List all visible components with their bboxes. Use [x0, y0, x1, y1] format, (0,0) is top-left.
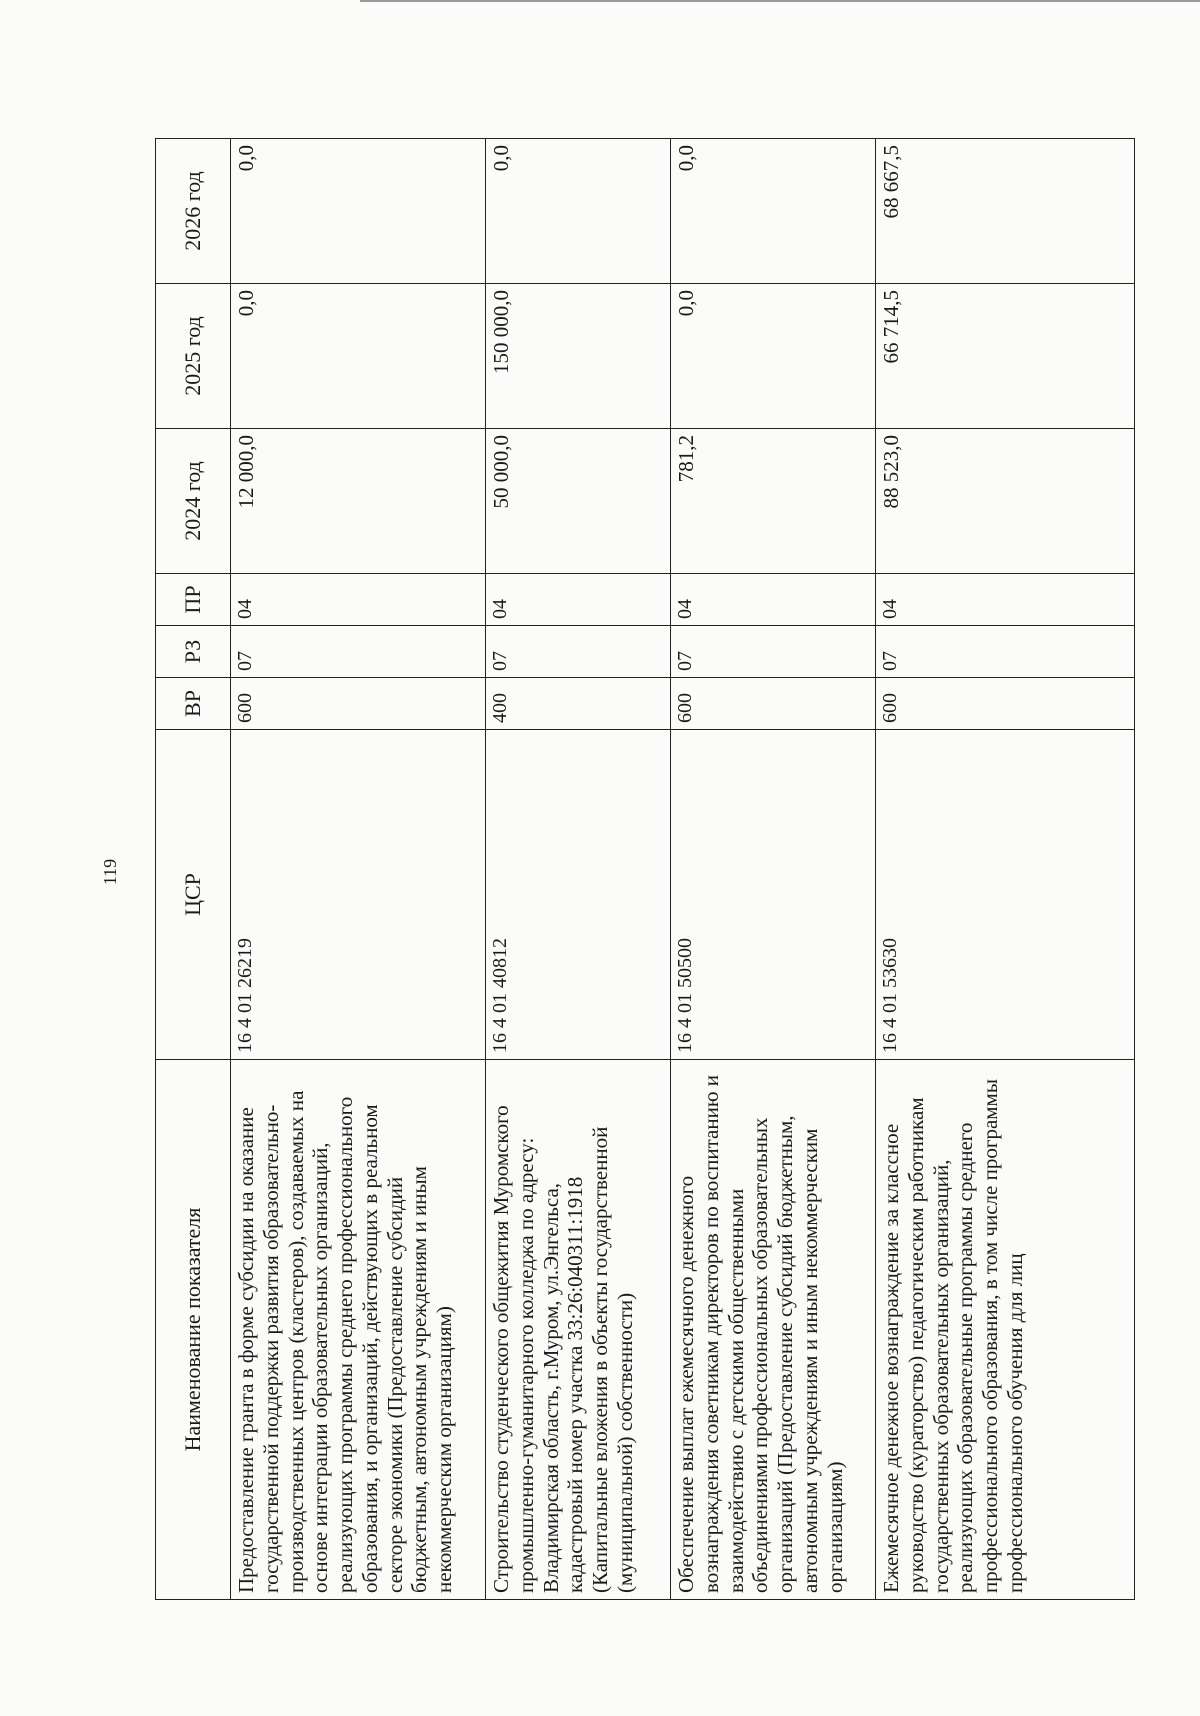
row-pr: 04	[671, 574, 876, 626]
row-rz: 07	[671, 626, 876, 678]
table-row	[231, 139, 486, 1600]
row-2024: 88 523,0	[876, 429, 1135, 574]
row-vr: 400	[486, 678, 671, 730]
row-name: Обеспечение выплат ежемесячного денежного вознаграждения советникам директоров по воспитанию и взаимодействию с детскими общественными объединениями профессиональных образовательных организаций (Предоставление субсидий бюджетным, автономным учреждениям и иным некоммерческим организациям)	[671, 1060, 876, 1600]
header-csr: ЦСР	[156, 730, 231, 1060]
header-2025: 2025 год	[156, 284, 231, 429]
header-2024: 2024 год	[156, 429, 231, 574]
header-2026: 2026 год	[156, 139, 231, 284]
rotated-table-container	[155, 140, 1135, 1600]
row-name: Ежемесячное денежное вознаграждение за классное руководство (кураторство) педагогическим работникам государственных образовательных организаций, реализующих образовательные программы среднего профессионального образования, в том числе программы профессионального обучения для лиц	[876, 1060, 1135, 1600]
row-csr: 16 4 01 26219	[231, 730, 486, 1060]
table-row	[876, 139, 1135, 1600]
budget-table	[155, 138, 1135, 1600]
row-2024: 781,2	[671, 429, 876, 574]
row-rz: 07	[876, 626, 1135, 678]
row-2025: 0,0	[671, 284, 876, 429]
row-rz: 07	[486, 626, 671, 678]
row-rz: 07	[231, 626, 486, 678]
page-number: 119	[100, 858, 120, 886]
row-2024: 50 000,0	[486, 429, 671, 574]
row-2025: 150 000,0	[486, 284, 671, 429]
row-vr: 600	[671, 678, 876, 730]
row-csr: 16 4 01 50500	[671, 730, 876, 1060]
row-pr: 04	[486, 574, 671, 626]
row-name: Предоставление гранта в форме субсидии на оказание государственной поддержки развития образовательно-производственных центров (кластеров), создаваемых на основе интеграции образовательных организаций, реализующих программы среднего профессионального образования, и организаций, действующих в реальном секторе экономики (Предоставление субсидий бюджетным, автономным учреждениям и иным некоммерческим организациям)	[231, 1060, 486, 1600]
row-vr: 600	[876, 678, 1135, 730]
header-vr: ВР	[156, 678, 231, 730]
row-2026: 0,0	[231, 139, 486, 284]
row-pr: 04	[231, 574, 486, 626]
row-csr: 16 4 01 40812	[486, 730, 671, 1060]
header-pr: ПР	[156, 574, 231, 626]
row-2025: 0,0	[231, 284, 486, 429]
table-header-row	[156, 139, 231, 1600]
header-rz: РЗ	[156, 626, 231, 678]
row-2026: 0,0	[671, 139, 876, 284]
row-csr: 16 4 01 53630	[876, 730, 1135, 1060]
table-row	[671, 139, 876, 1600]
row-pr: 04	[876, 574, 1135, 626]
table-row	[486, 139, 671, 1600]
row-2026: 0,0	[486, 139, 671, 284]
scan-edge-line	[360, 0, 1200, 2]
header-name: Наименование показателя	[156, 1060, 231, 1600]
row-2026: 68 667,5	[876, 139, 1135, 284]
row-2025: 66 714,5	[876, 284, 1135, 429]
row-name: Строительство студенческого общежития Муромского промышленно-гуманитарного колледжа по адресу: Владимирская область, г.Муром, ул.Энгельса, кадастровый номер участка 33:26:040311:1918 (Капитальные вложения в объекты государственной (муниципальной) собственности)	[486, 1060, 671, 1600]
row-2024: 12 000,0	[231, 429, 486, 574]
row-vr: 600	[231, 678, 486, 730]
